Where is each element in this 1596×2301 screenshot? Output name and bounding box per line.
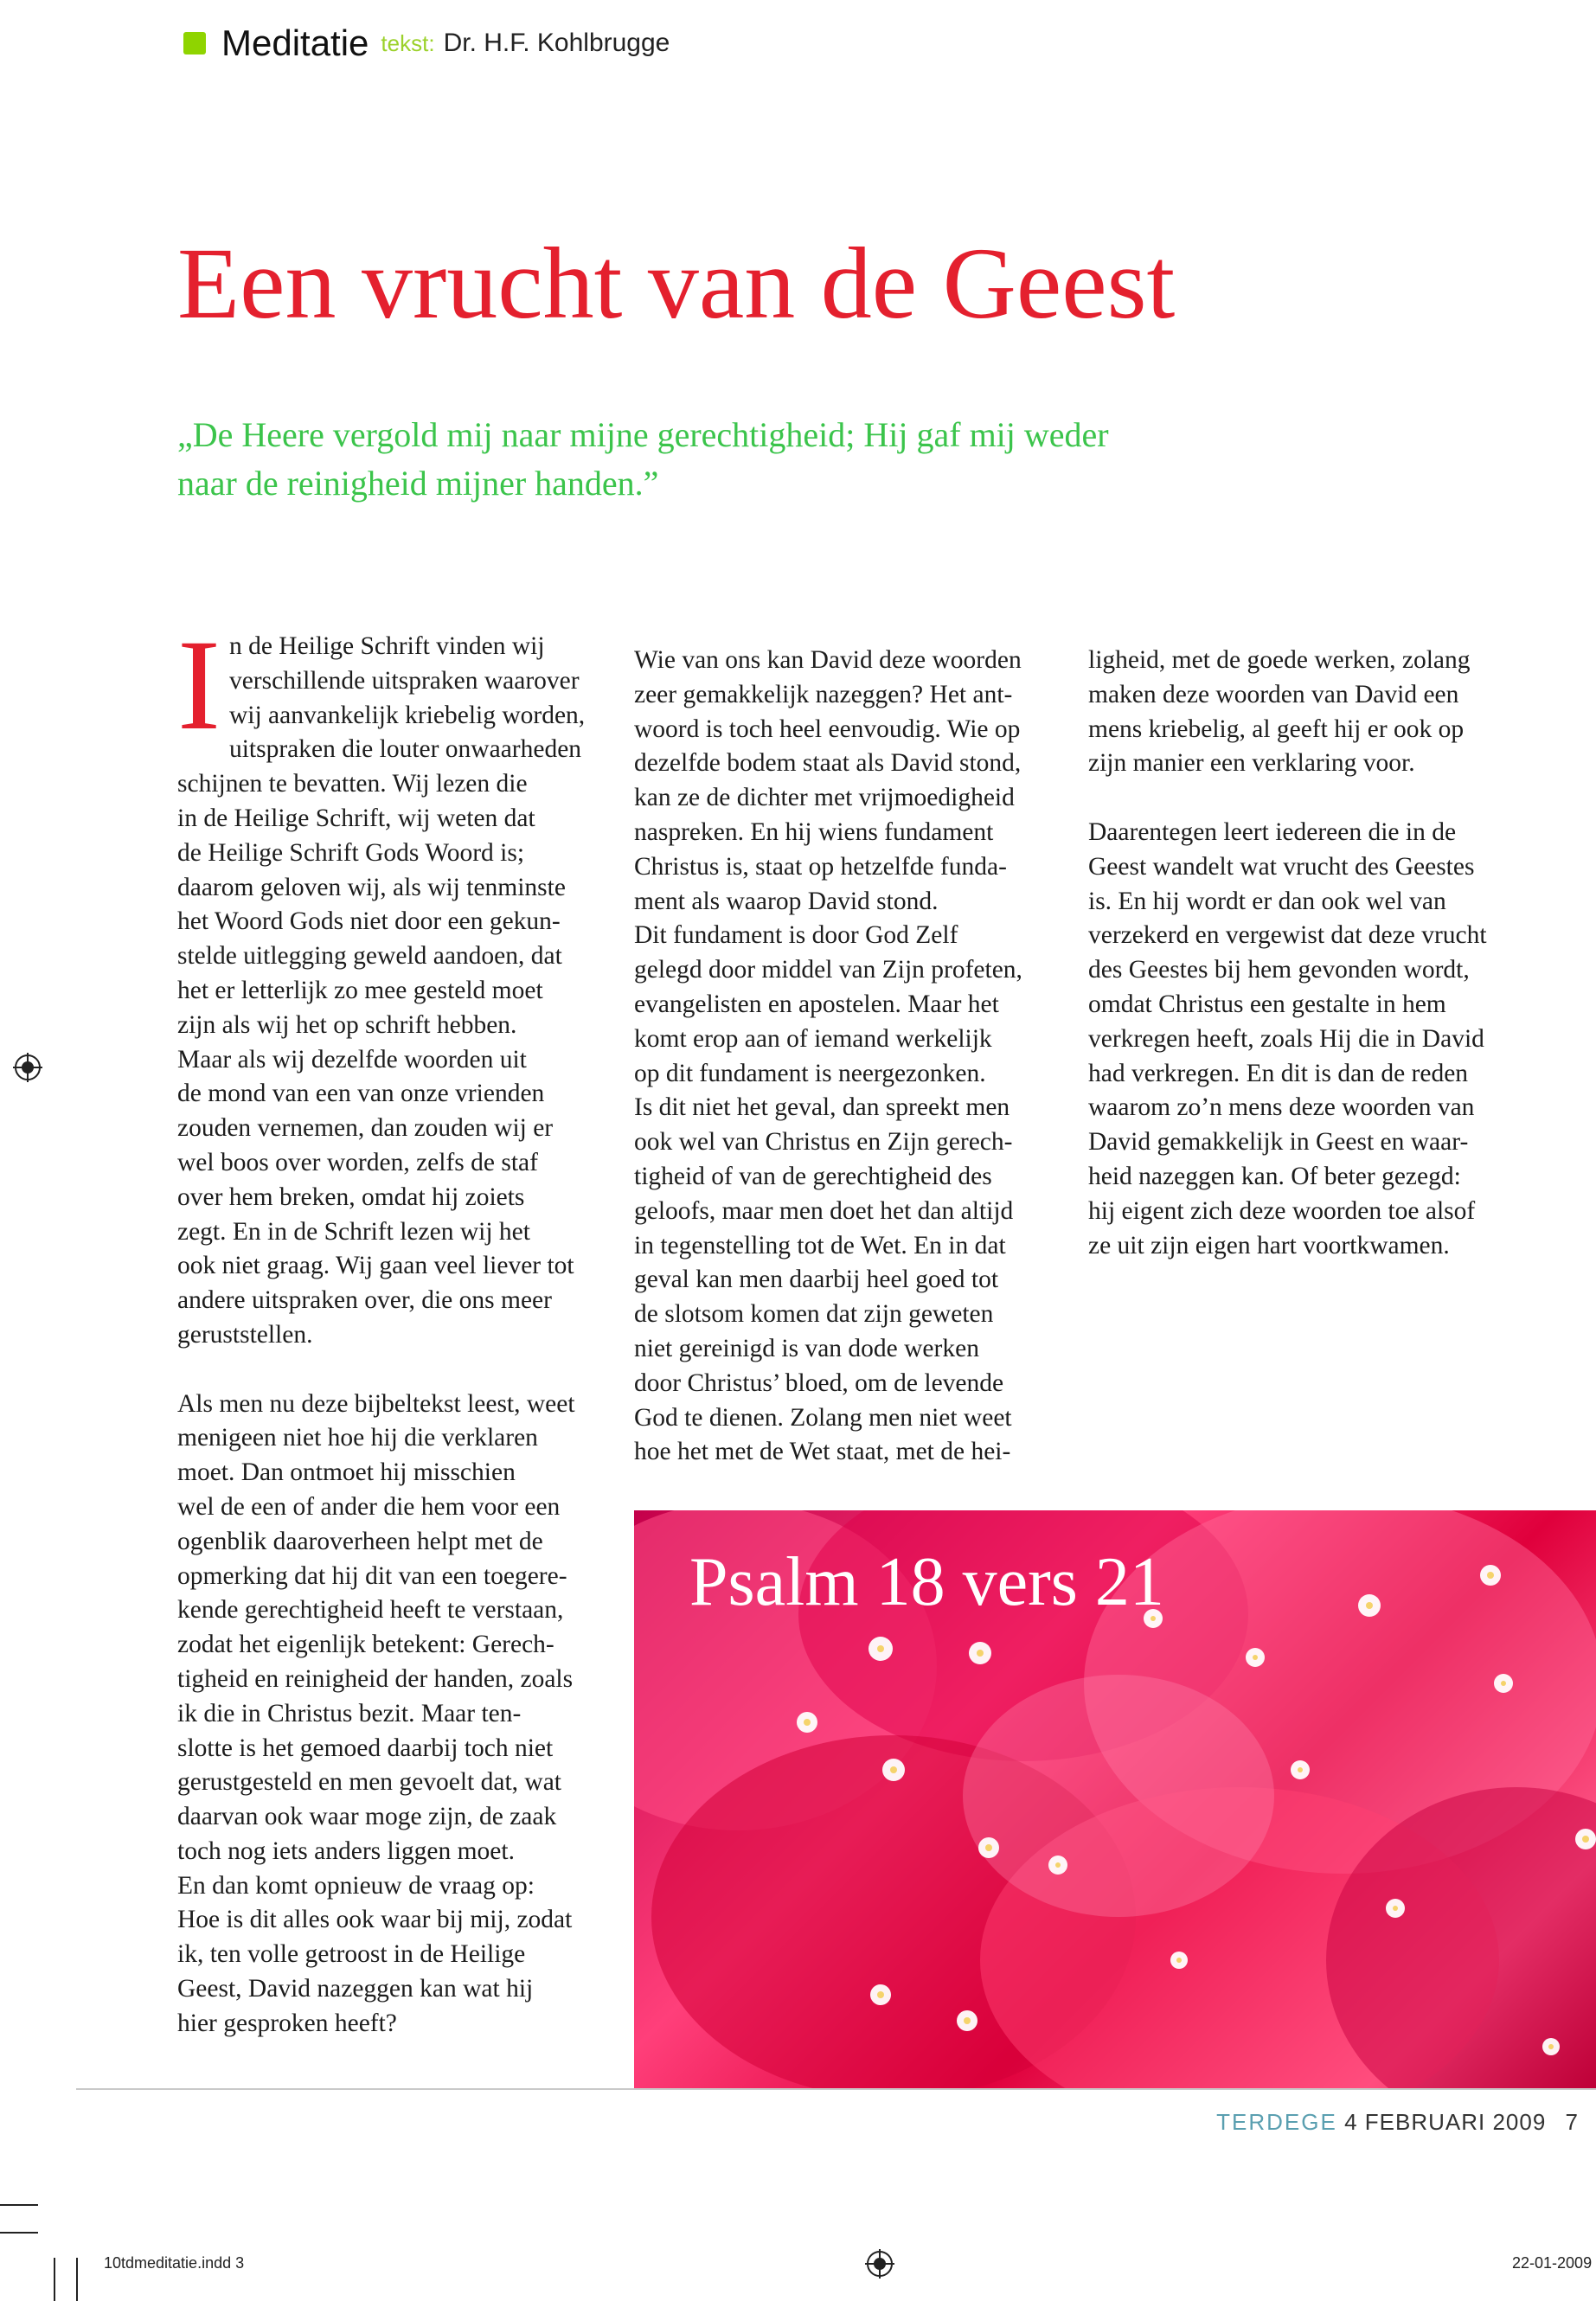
text-line: waarom zo’n mens deze woorden van — [1088, 1093, 1475, 1122]
text-line: in tegenstelling tot de Wet. En in dat — [634, 1231, 1006, 1259]
text-line: des Geestes bij hem gevonden wordt, — [1088, 956, 1470, 984]
text-line: kende gerechtigheid heeft te verstaan, — [177, 1596, 564, 1625]
text-line: wel de een of ander die hem voor een — [177, 1492, 561, 1521]
text-line: ik, ten volle getroost in de Heilige — [177, 1940, 526, 1969]
text-line: Dit fundament is door God Zelf — [634, 921, 958, 950]
text-line: geruststellen. — [177, 1320, 313, 1349]
text-line: hij eigent zich deze woorden toe alsof — [1088, 1196, 1476, 1225]
registration-mark-icon — [865, 2249, 894, 2279]
crop-mark — [76, 2258, 78, 2301]
lead-line: „De Heere vergold mij naar mijne gerechtigheid; Hij gaf mij weder — [177, 415, 1109, 454]
section-header — [183, 17, 670, 69]
text-line: gerustgesteld en men gevoelt dat, wat — [177, 1768, 561, 1797]
text-line: de slotsom komen dat zijn geweten — [634, 1300, 994, 1329]
decorative-curve — [865, 0, 1596, 192]
article-lead — [177, 411, 1302, 508]
text-line: geval kan men daarbij heel goed tot — [634, 1266, 999, 1294]
paragraph — [177, 613, 610, 1353]
text-line: zodat het eigenlijk betekent: Gerech- — [177, 1631, 554, 1659]
text-line: komt erop aan of iemand werkelijk — [634, 1024, 992, 1053]
text-line: dezelfde bodem staat als David stond, — [634, 749, 1022, 778]
text-line: maken deze woorden van David een — [1088, 680, 1459, 708]
text-line: Maar als wij dezelfde woorden uit — [177, 1045, 527, 1074]
text-line: wel boos over worden, zelfs de staf — [177, 1148, 538, 1176]
text-line: hier gesproken heeft? — [177, 2009, 397, 2037]
print-slug-file: 10tdmeditatie.indd 3 — [104, 2254, 245, 2272]
text-line: het Woord Gods niet door een gekun- — [177, 907, 561, 936]
text-line: is. En hij wordt er dan ook wel van — [1088, 887, 1446, 915]
text-line: heid nazeggen kan. Of beter gezegd: — [1088, 1162, 1461, 1190]
text-line: Wie van ons kan David deze woorden — [634, 646, 1022, 674]
text-line: moet. Dan ontmoet hij misschien — [177, 1458, 516, 1487]
paragraph — [1088, 816, 1547, 1263]
text-line: het er letterlijk zo mee gesteld moet — [177, 976, 543, 1004]
text-line: tigheid of van de gerechtigheid des — [634, 1162, 992, 1190]
text-line: ook niet graag. Wij gaan veel liever tot — [177, 1252, 574, 1280]
crop-mark — [0, 2204, 38, 2206]
text-line: Geest, David nazeggen kan wat hij — [177, 1975, 534, 2003]
issue-date: 4 FEBRUARI 2009 — [1344, 2109, 1547, 2135]
text-line: opmerking dat hij dit van een toegere- — [177, 1561, 567, 1590]
page-number: 7 — [1565, 2109, 1579, 2135]
dropcap: I — [177, 613, 221, 757]
section-name: Meditatie — [221, 22, 369, 63]
author-name: Dr. H.F. Kohlbrugge — [443, 29, 670, 57]
text-line: geloofs, maar men doet het dan altijd — [634, 1196, 1014, 1225]
text-line: ook wel van Christus en Zijn gerech- — [634, 1128, 1013, 1157]
text-line: in de Heilige Schrift, wij weten dat — [177, 804, 535, 832]
text-line: uitspraken die louter onwaarheden — [228, 735, 582, 764]
page-footer — [1216, 2109, 1579, 2136]
text-line: ik die in Christus bezit. Maar ten- — [177, 1699, 522, 1727]
text-line: Daarentegen leert iedereen die in de — [1088, 817, 1457, 846]
text-line: verschillende uitspraken waarover — [228, 666, 580, 695]
text-line: hoe het met de Wet staat, met de hei- — [634, 1438, 1011, 1466]
text-line: slotte is het gemoed daarbij toch niet — [177, 1734, 554, 1762]
text-line: door Christus’ bloed, om de levende — [634, 1368, 1004, 1397]
text-line: kan ze de dichter met vrijmoedigheid — [634, 784, 1015, 812]
publication-name: TERDEGE — [1216, 2109, 1337, 2135]
text-line: verkregen heeft, zoals Hij die in David — [1088, 1024, 1484, 1053]
text-line: menigeen niet hoe hij die verklaren — [177, 1424, 538, 1452]
print-slug-date: 22-01-2009 — [1512, 2254, 1593, 2272]
text-column-2 — [634, 644, 1067, 1470]
paragraph — [1088, 644, 1547, 781]
text-line: mens kriebelig, al geeft hij er ook op — [1088, 715, 1465, 743]
text-line: had verkregen. En dit is dan de reden — [1088, 1059, 1469, 1087]
text-line: naspreken. En hij wiens fundament — [634, 817, 994, 846]
text-line: verzekerd en vergewist dat deze vrucht — [1088, 921, 1487, 950]
text-line: de Heilige Schrift Gods Woord is; — [177, 838, 525, 867]
text-line: David gemakkelijk in Geest en waar- — [1088, 1128, 1469, 1157]
text-line: gelegd door middel van Zijn profeten, — [634, 956, 1022, 984]
text-line: Geest wandelt wat vrucht des Geestes — [1088, 852, 1475, 881]
text-line: omdat Christus een gestalte in hem — [1088, 990, 1446, 1018]
text-line: zijn als wij het op schrift hebben. — [177, 1010, 517, 1039]
article-title: Een vrucht van de Geest — [177, 227, 1176, 340]
paragraph — [634, 644, 1067, 1470]
text-line: ligheid, met de goede werken, zolang — [1088, 646, 1471, 674]
text-line: toch nog iets anders liggen moet. — [177, 1836, 515, 1865]
lead-line: naar de reinigheid mijner handen.” — [177, 464, 659, 503]
text-line: de mond van een van onze vrienden — [177, 1080, 545, 1108]
section-marker-icon — [183, 32, 206, 54]
text-line: Hoe is dit alles ook waar bij mij, zodat — [177, 1906, 573, 1934]
registration-mark-icon — [13, 1053, 42, 1082]
text-line: daarom geloven wij, als wij tenminste — [177, 873, 566, 901]
photo-caption: Psalm 18 vers 21 — [689, 1544, 1164, 1620]
text-line: ment als waarop David stond. — [634, 887, 939, 915]
text-line: ogenblik daaroverheen helpt met de — [177, 1527, 543, 1555]
text-line: andere uitspraken over, die ons meer — [177, 1286, 552, 1315]
text-line: Is dit niet het geval, dan spreekt men — [634, 1093, 1010, 1122]
text-line: zouden vernemen, dan zouden wij er — [177, 1114, 554, 1143]
text-line: op dit fundament is neergezonken. — [634, 1059, 986, 1087]
text-line: over hem breken, omdat hij zoiets — [177, 1183, 525, 1211]
paragraph — [177, 1388, 610, 2041]
text-line: zijn manier een verklaring voor. — [1088, 749, 1415, 778]
text-line: daarvan ook waar moge zijn, de zaak — [177, 1803, 557, 1831]
text-line: wij aanvankelijk kriebelig worden, — [228, 701, 586, 729]
bottom-rule — [76, 2088, 1596, 2090]
text-line: En dan komt opnieuw de vraag op: — [177, 1871, 535, 1900]
text-column-3 — [1088, 644, 1547, 1263]
text-line: Als men nu deze bijbeltekst leest, weet — [177, 1389, 575, 1418]
crop-mark — [0, 2232, 38, 2234]
author-label: tekst: — [381, 29, 435, 56]
text-line: tigheid en reinigheid der handen, zoals — [177, 1664, 574, 1693]
text-column-1 — [177, 613, 610, 2041]
text-line: ze uit zijn eigen hart voortkwamen. — [1088, 1231, 1450, 1259]
text-line: Christus is, staat op hetzelfde funda- — [634, 852, 1007, 881]
text-line: schijnen te bevatten. Wij lezen die — [177, 770, 528, 798]
text-line: zegt. En in de Schrift lezen wij het — [177, 1217, 530, 1246]
text-line: woord is toch heel eenvoudig. Wie op — [634, 715, 1021, 743]
text-line: stelde uitlegging geweld aandoen, dat — [177, 942, 562, 971]
text-line: God te dienen. Zolang men niet weet — [634, 1403, 1012, 1432]
flower-photo — [634, 1510, 1596, 2090]
text-line: n de Heilige Schrift vinden wij — [228, 632, 545, 660]
text-line: evangelisten en apostelen. Maar het — [634, 990, 999, 1018]
crop-mark — [54, 2258, 55, 2301]
text-line: zeer gemakkelijk nazeggen? Het ant- — [634, 680, 1013, 708]
text-line: niet gereinigd is van dode werken — [634, 1334, 979, 1362]
